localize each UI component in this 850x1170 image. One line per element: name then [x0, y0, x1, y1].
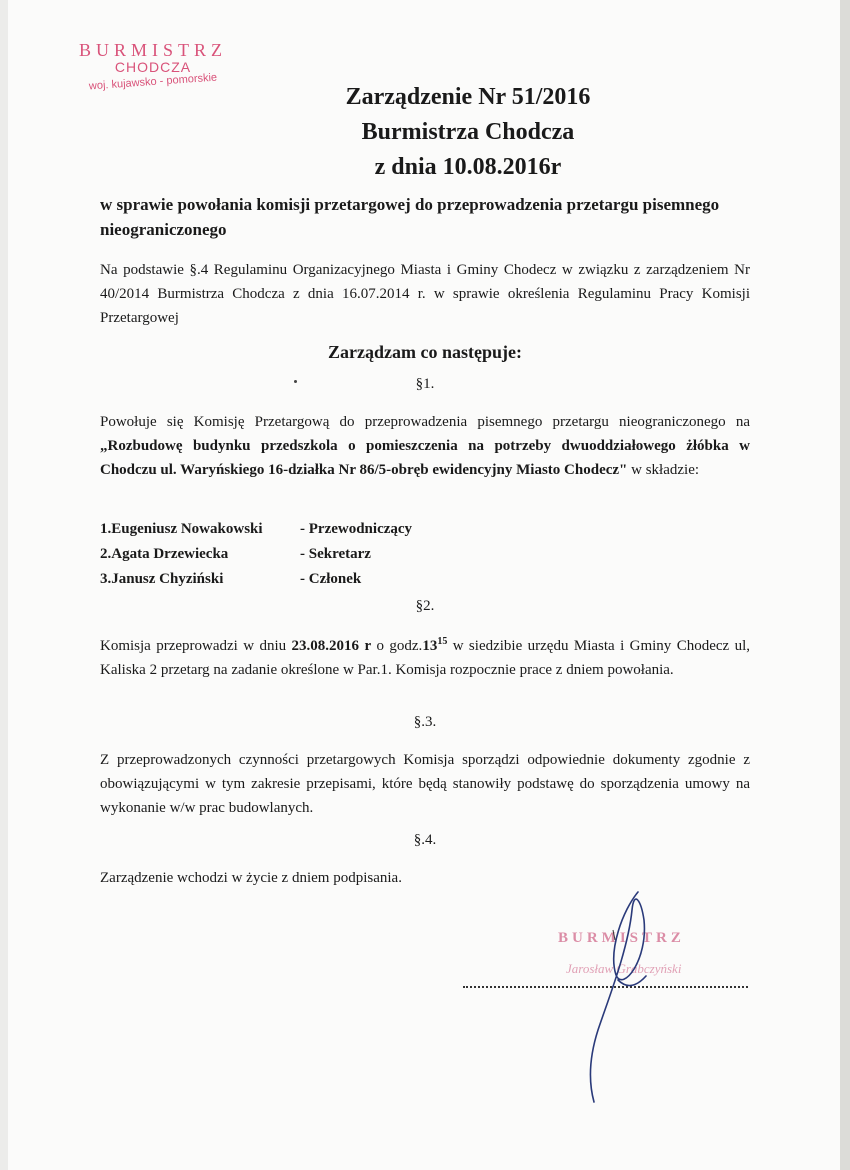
tender-hour: 13	[422, 638, 438, 654]
member-role: - Członek	[300, 571, 362, 587]
section-1-text	[100, 410, 750, 482]
section-2-label: §2.	[415, 598, 435, 614]
document-title	[168, 80, 768, 185]
section-2-text	[100, 630, 750, 682]
tender-minute: 15	[437, 636, 448, 647]
stamp-line-3: woj. kujawsko - pomorskie	[88, 71, 218, 93]
section-1-text-a: Powołuje się Komisję Przetargową do przeprowadzenia pisemnego przetargu nieograniczonego na	[100, 414, 750, 430]
section-1-task-name: „Rozbudowę budynku przedszkola o pomieszczenia na potrzeby dwuoddziałowego żłóbka w Chodczu ul. Waryńskiego 16-działka Nr 86/5-obręb ewidencyjny Miasto Chodecz"	[100, 438, 750, 478]
signature-stamp-name: Jarosław Grabczyński	[566, 961, 682, 976]
scan-edge	[840, 0, 850, 1170]
member-name: 1.Eugeniusz Nowakowski	[100, 521, 263, 537]
section-3-text: Z przeprowadzonych czynności przetargowych Komisja sporządzi odpowiednie dokumenty zgodnie z obowiązującymi w tym zakresie przepisami, które będą stanowiły podstawę do sporządzenia umowy na wykonanie w/w prac budowlanych.	[100, 752, 750, 816]
handwritten-signature	[568, 880, 688, 1110]
section-4-label: §.4.	[413, 832, 437, 848]
title-line-1: Zarządzenie Nr 51/2016	[345, 84, 591, 110]
title-line-2: Burmistrza Chodcza	[361, 119, 575, 145]
title-line-3: z dnia 10.08.2016r	[374, 154, 562, 180]
stamp-line-1: BURMISTRZ	[78, 40, 228, 60]
legal-basis: Na podstawie §.4 Regulaminu Organizacyjnego Miasta i Gminy Chodecz w związku z zarządzeniem Nr 40/2014 Burmistrza Chodcza z dnia 16.07.2014 r. w sprawie określenia Regulaminu Pracy Komisji Przetargowej	[100, 262, 750, 326]
section-2-text-c: w siedzibie urzędu Miasta i Gminy Chodecz ul, Kaliska 2 przetarg na zadanie określone w Par.1. Komisja rozpocznie prace z dniem powołania.	[100, 638, 750, 678]
section-2-text-b: o godz.	[371, 638, 423, 654]
section-4-text: Zarządzenie wchodzi w życie z dniem podpisania.	[100, 870, 402, 886]
member-row	[100, 567, 412, 592]
member-row	[100, 542, 412, 567]
section-2-text-a: Komisja przeprowadzi w dniu	[100, 638, 292, 654]
signature-stamp-title: BURMISTRZ	[558, 930, 685, 946]
member-name: 3.Janusz Chyziński	[100, 571, 224, 587]
section-1-text-b: w składzie:	[627, 462, 700, 478]
tender-date: 23.08.2016 r	[291, 638, 372, 654]
document-page	[8, 0, 840, 1170]
member-name: 2.Agata Drzewiecka	[100, 546, 229, 562]
committee-members	[100, 517, 412, 592]
document-subject: w sprawie powołania komisji przetargowej do przeprowadzenia przetargu pisemnego nieograniczonego	[100, 195, 720, 239]
member-role: - Sekretarz	[300, 546, 371, 562]
decree-heading: Zarządzam co następuje:	[328, 342, 522, 362]
section-1-label: §1.	[415, 376, 435, 392]
section-3-label: §.3.	[413, 714, 437, 730]
stamp-line-2: CHODCZA	[114, 59, 192, 75]
member-role: - Przewodniczący	[300, 521, 413, 537]
member-row	[100, 517, 412, 542]
